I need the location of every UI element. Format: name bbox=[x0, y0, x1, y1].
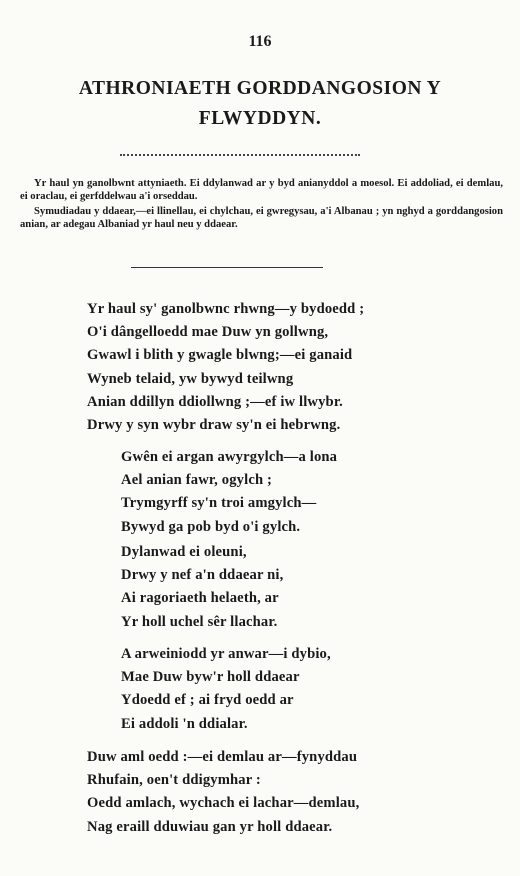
poem-line: Bywyd ga pob byd o'i gylch. bbox=[121, 518, 301, 535]
poem-line: Ydoedd ef ; ai fryd oedd ar bbox=[121, 692, 294, 709]
chapter-title bbox=[0, 74, 520, 134]
page-number: 116 bbox=[248, 33, 272, 50]
poem-line: Ei addoli 'n ddialar. bbox=[121, 715, 248, 732]
summary-paragraph: Yr haul yn ganolbwnt attyniaeth. Ei ddylanwad ar y byd anianyddol a moesol. Ei addoliad, ei demlau, ei oraclau, ei gerfddelwau a'i orseddau. bbox=[20, 178, 503, 202]
poem-line: Ael anian fawr, ogylch ; bbox=[121, 472, 273, 489]
chapter-summary bbox=[20, 178, 503, 234]
poem-line: Yr holl uchel sêr llachar. bbox=[121, 613, 278, 630]
poem-line: Duw aml oedd :—ei demlau ar—fynyddau bbox=[87, 749, 358, 765]
poem-line: Wyneb telaid, yw bywyd teilwng bbox=[87, 370, 294, 387]
poem-line: A arweiniodd yr anwar—i dybio, bbox=[121, 646, 331, 662]
poem-line: Gwên ei argan awyrgylch—a lona bbox=[121, 449, 338, 465]
poem-line: Yr haul sy' ganolbwnc rhwng—y bydoedd ; bbox=[87, 301, 365, 317]
poem-line: Gwawl i blith y gwagle blwng;—ei ganaid bbox=[87, 347, 353, 364]
poem-line: Drwy y syn wybr draw sy'n ei hebrwng. bbox=[87, 417, 341, 433]
chapter-title-line: ATHRONIAETH GORDDANGOSION Y bbox=[78, 78, 442, 99]
poem-line: Trymgyrff sy'n troi amgylch— bbox=[121, 495, 317, 512]
poem-line: Mae Duw byw'r holl ddaear bbox=[121, 669, 300, 686]
summary-paragraph: Symudiadau y ddaear,—ei llinellau, ei chylchau, ei gwregysau, a'i Albanau ; yn nghyd a gorddangosion anian, ar adegau Albaniad yr haul neu y ddaear. bbox=[20, 206, 503, 230]
poem-line: Oedd amlach, wychach ei lachar—demlau, bbox=[87, 795, 360, 812]
poem-line: O'i dângelloedd mae Duw yn gollwng, bbox=[87, 324, 329, 341]
section-rule bbox=[131, 267, 323, 268]
poem-line: Rhufain, oen't ddigymhar : bbox=[87, 772, 261, 789]
dotted-divider bbox=[120, 154, 360, 156]
poem-line: Nag eraill dduwiau gan yr holl ddaear. bbox=[87, 818, 333, 835]
poem-line: Dylanwad ei oleuni, bbox=[121, 544, 247, 560]
chapter-title-line: FLWYDDYN. bbox=[198, 108, 322, 129]
poem-line: Ai ragoriaeth helaeth, ar bbox=[121, 590, 279, 607]
poem-line: Anian ddillyn ddiollwng ;—ef iw llwybr. bbox=[87, 393, 343, 410]
poem-line: Drwy y nef a'n ddaear ni, bbox=[121, 567, 284, 584]
